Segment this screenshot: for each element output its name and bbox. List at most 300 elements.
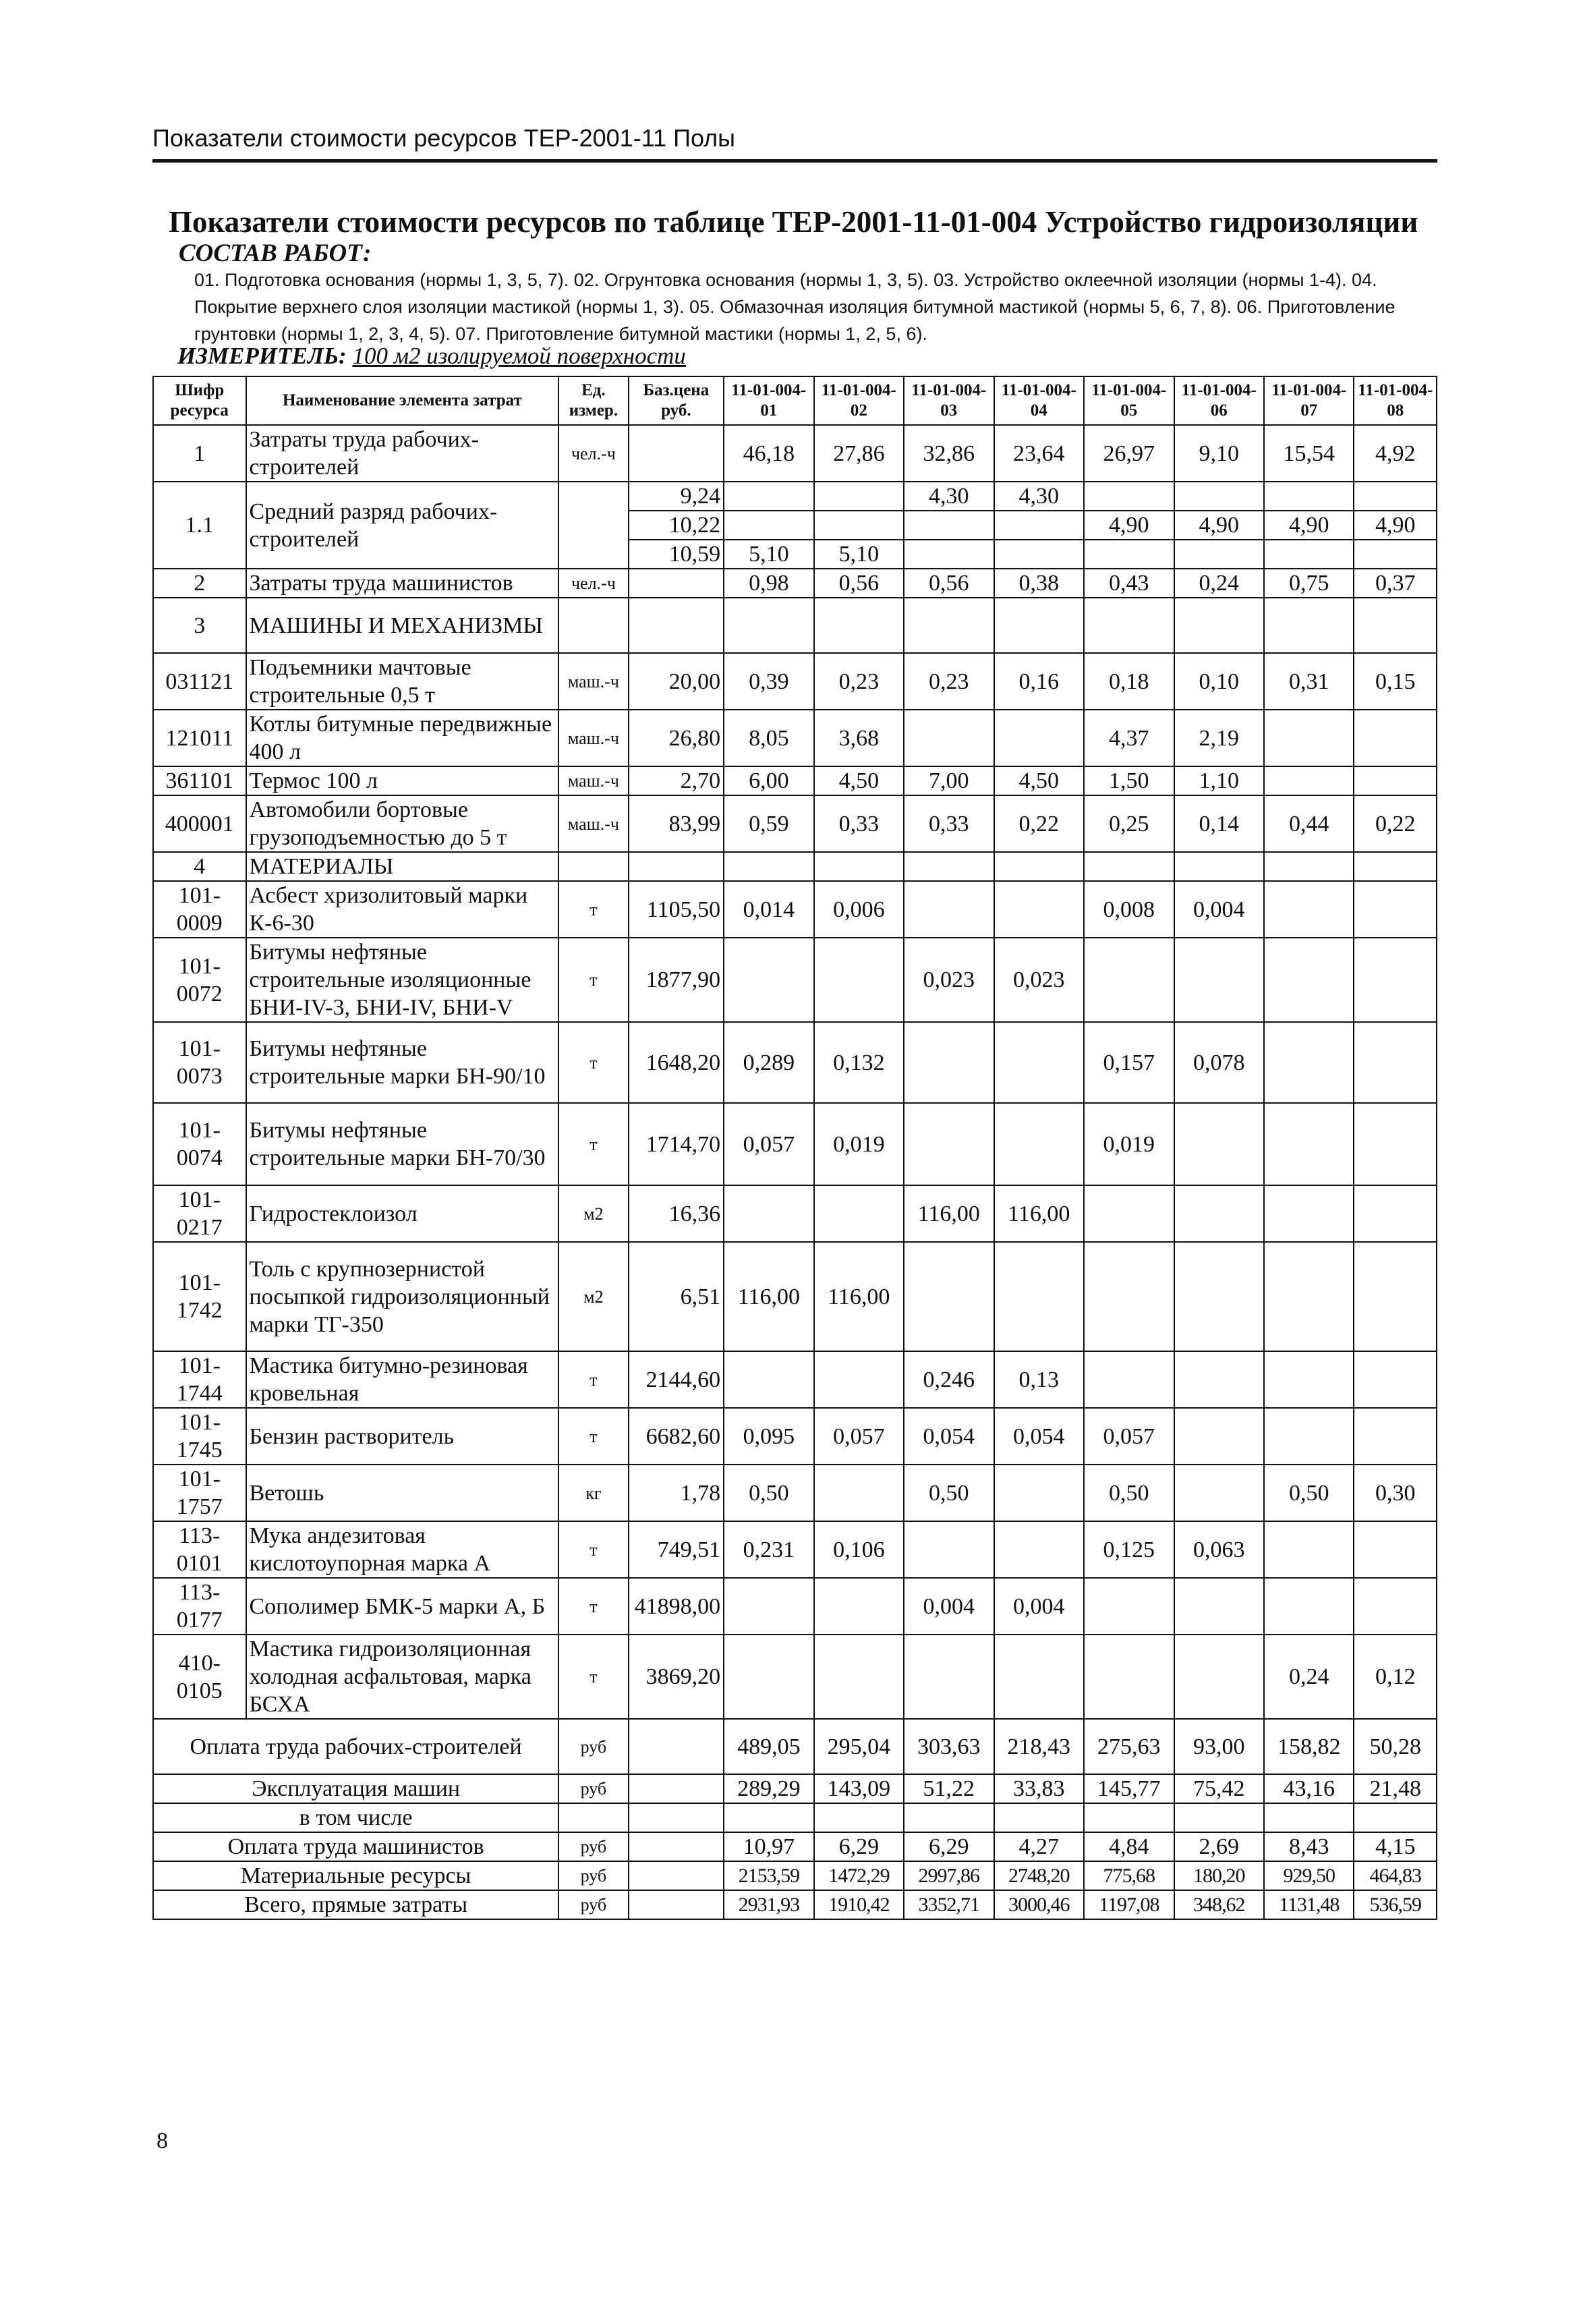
value-cell [1354,1351,1437,1408]
value-cell: 0,004 [994,1578,1084,1635]
price-cell: 2144,60 [629,1351,724,1408]
resource-code: 1.1 [153,482,246,569]
unit-cell: маш.-ч [558,766,628,795]
table-row [153,425,1437,482]
value-cell [1354,938,1437,1022]
composition-label: СОСТАВ РАБОТ: [179,239,372,267]
table-row [153,1578,1437,1635]
value-cell [724,1351,813,1408]
price-cell: 1,78 [629,1465,724,1521]
value-cell: 43,16 [1264,1774,1354,1803]
value-cell [994,881,1084,938]
value-cell [994,1022,1084,1103]
value-cell [1264,540,1354,569]
value-cell [1174,1408,1264,1465]
empty-cell [629,1803,724,1832]
empty-cell [1264,598,1354,653]
value-cell: 1131,48 [1264,1890,1354,1919]
header-row [153,376,1437,425]
value-cell [994,1242,1084,1351]
value-cell [1264,1578,1354,1635]
resource-code: 101-0009 [153,881,246,938]
value-cell [1354,1185,1437,1242]
price-cell: 1648,20 [629,1022,724,1103]
value-cell: 0,23 [904,653,994,710]
value-cell [1084,1635,1174,1719]
measure-label: ИЗМЕРИТЕЛЬ: [177,343,347,369]
value-cell [814,938,904,1022]
value-cell: 8,05 [724,710,813,766]
value-cell [1174,540,1264,569]
value-cell: 0,054 [994,1408,1084,1465]
resource-code: 101-0217 [153,1185,246,1242]
price-cell: 9,24 [629,482,724,511]
resource-code: 113-0177 [153,1578,246,1635]
value-cell [1264,1185,1354,1242]
resource-code: 410-0105 [153,1635,246,1719]
value-cell: 4,90 [1354,511,1437,540]
value-cell: 33,83 [994,1774,1084,1803]
empty-cell [1264,1803,1354,1832]
price-cell: 16,36 [629,1185,724,1242]
value-cell [1264,482,1354,511]
value-cell [724,1578,813,1635]
value-cell: 0,004 [1174,881,1264,938]
value-cell: 0,157 [1084,1022,1174,1103]
value-cell [1354,1103,1437,1185]
value-cell [904,710,994,766]
empty-cell [1354,598,1437,653]
price-cell: 749,51 [629,1521,724,1578]
value-cell: 2,69 [1174,1832,1264,1861]
value-cell [1084,1578,1174,1635]
value-cell [1174,1351,1264,1408]
value-cell [1084,540,1174,569]
resource-name: Битумы нефтяные строительные марки БН-90/10 [246,1022,559,1103]
value-cell: 3000,46 [994,1890,1084,1919]
value-cell [814,1351,904,1408]
empty-cell [1354,1803,1437,1832]
value-cell: 0,22 [1354,795,1437,852]
value-cell: 5,10 [814,540,904,569]
value-cell: 1910,42 [814,1890,904,1919]
value-cell: 464,83 [1354,1861,1437,1890]
header-col: 11-01-004-07 [1264,376,1354,425]
header-code: Шифр ресурса [153,376,246,425]
value-cell: 0,14 [1174,795,1264,852]
resource-name: Мука андезитовая кислотоупорная марка А [246,1521,559,1578]
resource-code: 101-1757 [153,1465,246,1521]
value-cell: 21,48 [1354,1774,1437,1803]
resource-name: Асбест хризолитовый марки К-6-30 [246,881,559,938]
unit-cell: руб [558,1774,628,1803]
value-cell [1264,881,1354,938]
value-cell: 1197,08 [1084,1890,1174,1919]
price-cell [629,425,724,482]
section-title: МАТЕРИАЛЫ [246,852,559,881]
value-cell [1174,482,1264,511]
resource-name: Затраты труда рабочих-строителей [246,425,559,482]
value-cell: 0,014 [724,881,813,938]
value-cell [1264,1408,1354,1465]
value-cell: 4,90 [1264,511,1354,540]
table-row [153,1521,1437,1578]
value-cell: 6,00 [724,766,813,795]
value-cell: 0,98 [724,569,813,598]
empty-cell [629,1832,724,1861]
value-cell: 0,10 [1174,653,1264,710]
resource-name: Битумы нефтяные строительные изоляционные БНИ-IV-3, БНИ-IV, БНИ-V [246,938,559,1022]
total-row [153,1774,1437,1803]
value-cell [1174,1635,1264,1719]
header-unit: Ед. измер. [558,376,628,425]
value-cell: 75,42 [1174,1774,1264,1803]
value-cell [1354,766,1437,795]
price-cell: 3869,20 [629,1635,724,1719]
value-cell: 50,28 [1354,1719,1437,1774]
table-row [153,482,1437,511]
value-cell [724,1635,813,1719]
resource-name: Средний разряд рабочих-строителей [246,482,559,569]
resource-code: 1 [153,425,246,482]
value-cell [1084,482,1174,511]
empty-cell [814,598,904,653]
value-cell: 275,63 [1084,1719,1174,1774]
resource-name: Сополимер БМК-5 марки А, Б [246,1578,559,1635]
value-cell [814,1185,904,1242]
value-cell [724,938,813,1022]
value-cell: 2748,20 [994,1861,1084,1890]
value-cell [724,511,813,540]
value-cell [904,1521,994,1578]
value-cell [994,540,1084,569]
value-cell [1174,1185,1264,1242]
section-code: 4 [153,852,246,881]
price-cell: 20,00 [629,653,724,710]
price-cell [629,569,724,598]
empty-cell [814,852,904,881]
value-cell: 0,006 [814,881,904,938]
unit-cell: маш.-ч [558,653,628,710]
value-cell [724,482,813,511]
unit-cell: т [558,938,628,1022]
value-cell [1264,1351,1354,1408]
value-cell: 0,56 [814,569,904,598]
value-cell [1174,938,1264,1022]
value-cell [1264,710,1354,766]
price-cell: 1714,70 [629,1103,724,1185]
unit-cell: маш.-ч [558,795,628,852]
resource-name: Котлы битумные передвижные 400 л [246,710,559,766]
value-cell [814,511,904,540]
value-cell: 116,00 [994,1185,1084,1242]
value-cell: 0,33 [814,795,904,852]
price-cell: 26,80 [629,710,724,766]
value-cell [904,540,994,569]
unit-cell: т [558,1408,628,1465]
unit-cell: руб [558,1832,628,1861]
section-title: МАШИНЫ И МЕХАНИЗМЫ [246,598,559,653]
value-cell: 0,75 [1264,569,1354,598]
empty-cell [904,852,994,881]
value-cell [994,1635,1084,1719]
resource-name: Гидростеклоизол [246,1185,559,1242]
empty-cell [1264,852,1354,881]
table-row [153,1103,1437,1185]
empty-cell [1354,852,1437,881]
unit-cell: т [558,1351,628,1408]
value-cell: 0,56 [904,569,994,598]
value-cell: 10,97 [724,1832,813,1861]
empty-cell [724,598,813,653]
value-cell [994,511,1084,540]
table-row [153,653,1437,710]
value-cell: 0,019 [1084,1103,1174,1185]
value-cell [1354,881,1437,938]
value-cell [724,1185,813,1242]
value-cell: 51,22 [904,1774,994,1803]
value-cell: 0,057 [814,1408,904,1465]
empty-cell [629,598,724,653]
resource-name: Битумы нефтяные строительные марки БН-70/30 [246,1103,559,1185]
header-rule [152,159,1437,163]
resource-name: Автомобили бортовые грузоподъемностью до 5 т [246,795,559,852]
resource-code: 361101 [153,766,246,795]
value-cell [1084,1185,1174,1242]
resource-code: 400001 [153,795,246,852]
value-cell: 0,057 [1084,1408,1174,1465]
total-label: Материальные ресурсы [153,1861,558,1890]
header-col: 11-01-004-06 [1174,376,1264,425]
section-code: 3 [153,598,246,653]
value-cell: 0,43 [1084,569,1174,598]
value-cell [994,1103,1084,1185]
empty-cell [1084,598,1174,653]
header-col: 11-01-004-02 [814,376,904,425]
resource-table [152,376,1437,1920]
total-row [153,1719,1437,1774]
value-cell [994,1521,1084,1578]
total-row [153,1861,1437,1890]
empty-cell [814,1803,904,1832]
value-cell: 0,24 [1174,569,1264,598]
value-cell [1354,1521,1437,1578]
header-col: 11-01-004-05 [1084,376,1174,425]
total-label: Оплата труда рабочих-строителей [153,1719,558,1774]
value-cell: 0,057 [724,1103,813,1185]
value-cell: 0,38 [994,569,1084,598]
resource-code: 101-0074 [153,1103,246,1185]
value-cell: 15,54 [1264,425,1354,482]
value-cell: 116,00 [724,1242,813,1351]
value-cell [1264,766,1354,795]
unit-cell: чел.-ч [558,425,628,482]
resource-name: Термос 100 л [246,766,559,795]
resource-name: Мастика гидроизоляционная холодная асфальтовая, марка БСХА [246,1635,559,1719]
value-cell [1264,1521,1354,1578]
empty-cell [904,1803,994,1832]
value-cell: 0,063 [1174,1521,1264,1578]
total-row [153,1832,1437,1861]
total-label: Всего, прямые затраты [153,1890,558,1919]
total-label: в том числе [153,1803,558,1832]
value-cell: 4,92 [1354,425,1437,482]
empty-cell [629,1861,724,1890]
value-cell [994,710,1084,766]
empty-cell [1084,1803,1174,1832]
resource-code: 101-1742 [153,1242,246,1351]
running-header: Показатели стоимости ресурсов ТЕР-2001-11 Полы [152,124,736,152]
value-cell: 775,68 [1084,1861,1174,1890]
value-cell: 295,04 [814,1719,904,1774]
value-cell: 4,15 [1354,1832,1437,1861]
value-cell: 3352,71 [904,1890,994,1919]
value-cell: 4,30 [904,482,994,511]
value-cell: 0,37 [1354,569,1437,598]
value-cell: 32,86 [904,425,994,482]
empty-cell [558,852,628,881]
value-cell: 2153,59 [724,1861,813,1890]
value-cell: 4,90 [1084,511,1174,540]
value-cell: 4,30 [994,482,1084,511]
value-cell: 1,50 [1084,766,1174,795]
table-row [153,766,1437,795]
value-cell: 4,50 [994,766,1084,795]
value-cell: 0,078 [1174,1022,1264,1103]
value-cell [904,511,994,540]
price-cell: 2,70 [629,766,724,795]
value-cell: 929,50 [1264,1861,1354,1890]
unit-cell [558,482,628,569]
table-row [153,795,1437,852]
value-cell: 7,00 [904,766,994,795]
value-cell: 27,86 [814,425,904,482]
value-cell [904,1103,994,1185]
unit-cell: т [558,1022,628,1103]
value-cell [814,482,904,511]
value-cell: 4,50 [814,766,904,795]
value-cell [1264,1242,1354,1351]
empty-cell [994,852,1084,881]
resource-name: Толь с крупнозернистой посыпкой гидроизоляционный марки ТГ-350 [246,1242,559,1351]
unit-cell: т [558,881,628,938]
value-cell [814,1465,904,1521]
unit-cell: руб [558,1890,628,1919]
resource-name: Затраты труда машинистов [246,569,559,598]
value-cell: 0,50 [1084,1465,1174,1521]
resource-code: 101-0072 [153,938,246,1022]
price-cell: 10,22 [629,511,724,540]
value-cell: 2931,93 [724,1890,813,1919]
value-cell: 6,29 [814,1832,904,1861]
page-number: 8 [156,2128,168,2153]
value-cell: 26,97 [1084,425,1174,482]
table-row [153,938,1437,1022]
measure-value: 100 м2 изолируемой поверхности [352,343,686,369]
table-row [153,1408,1437,1465]
unit-cell: руб [558,1719,628,1774]
composition-text: 01. Подготовка основания (нормы 1, 3, 5, 7). 02. Огрунтовка основания (нормы 1, 3, 5). 03. Устройство оклеечной изоляции (нормы 1-4). 04. Покрытие верхнего слоя изоляции мастикой (нормы 1, 3). 05. Обмазочная изоляция битумной мастикой (нормы 5, 6, 7, 8). 06. Приготовление грунтовки (нормы 1, 2, 3, 4, 5). 07. Приготовление битумной мастики (нормы 1, 2, 5, 6). [194,270,1396,344]
total-label: Оплата труда машинистов [153,1832,558,1861]
value-cell: 0,246 [904,1351,994,1408]
value-cell: 6,29 [904,1832,994,1861]
table-row [153,710,1437,766]
value-cell: 4,27 [994,1832,1084,1861]
value-cell: 0,23 [814,653,904,710]
value-cell: 218,43 [994,1719,1084,1774]
value-cell: 0,15 [1354,653,1437,710]
price-cell: 83,99 [629,795,724,852]
value-cell: 158,82 [1264,1719,1354,1774]
table-row [153,1635,1437,1719]
header-col: 11-01-004-08 [1354,376,1437,425]
value-cell [1354,1578,1437,1635]
value-cell [1084,1351,1174,1408]
header-price: Баз.цена руб. [629,376,724,425]
empty-cell [1084,852,1174,881]
resource-code: 031121 [153,653,246,710]
value-cell: 0,125 [1084,1521,1174,1578]
price-cell: 41898,00 [629,1578,724,1635]
value-cell: 0,12 [1354,1635,1437,1719]
value-cell [1354,1022,1437,1103]
value-cell: 180,20 [1174,1861,1264,1890]
value-cell: 5,10 [724,540,813,569]
table-row [153,1465,1437,1521]
unit-cell: м2 [558,1242,628,1351]
value-cell [904,1022,994,1103]
empty-cell [994,1803,1084,1832]
value-cell: 0,30 [1354,1465,1437,1521]
empty-cell [1174,598,1264,653]
value-cell: 0,231 [724,1521,813,1578]
resource-code: 121011 [153,710,246,766]
value-cell: 0,132 [814,1022,904,1103]
value-cell: 0,023 [994,938,1084,1022]
value-cell [814,1635,904,1719]
price-cell: 1105,50 [629,881,724,938]
table-row [153,881,1437,938]
unit-cell: чел.-ч [558,569,628,598]
value-cell [1354,1242,1437,1351]
empty-cell [629,1890,724,1919]
empty-cell [904,598,994,653]
value-cell [1084,1242,1174,1351]
empty-cell [724,1803,813,1832]
empty-cell [724,852,813,881]
table-row [153,1185,1437,1242]
header-name: Наименование элемента затрат [246,376,559,425]
empty-cell [629,1719,724,1774]
resource-code: 101-1745 [153,1408,246,1465]
value-cell: 4,90 [1174,511,1264,540]
resource-name: Бензин растворитель [246,1408,559,1465]
unit-cell: м2 [558,1185,628,1242]
value-cell: 0,18 [1084,653,1174,710]
value-cell: 1472,29 [814,1861,904,1890]
empty-cell [1174,1803,1264,1832]
resource-name: Ветошь [246,1465,559,1521]
value-cell [994,1465,1084,1521]
value-cell: 0,16 [994,653,1084,710]
value-cell [1354,1408,1437,1465]
total-label: Эксплуатация машин [153,1774,558,1803]
value-cell: 23,64 [994,425,1084,482]
value-cell: 0,289 [724,1022,813,1103]
value-cell: 145,77 [1084,1774,1174,1803]
value-cell: 0,50 [904,1465,994,1521]
header-col: 11-01-004-04 [994,376,1084,425]
